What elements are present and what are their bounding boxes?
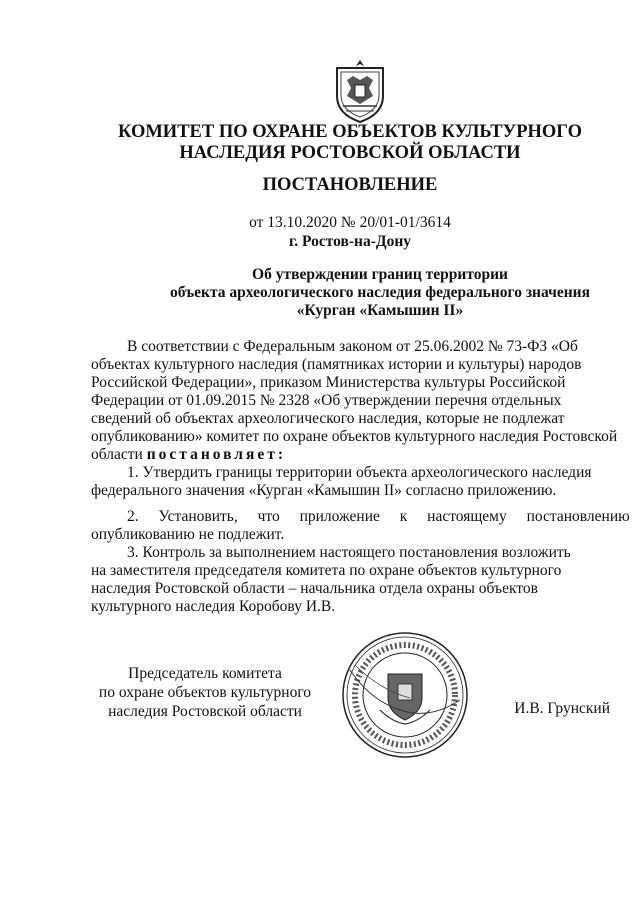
item-3: [91, 544, 611, 616]
text-line: В соответствии с Федеральным законом от 25.06.2002 № 73-ФЗ «Об: [127, 338, 578, 355]
position-line: Председатель комитета: [128, 665, 282, 682]
text-line: наследия Ростовской области – начальника отдела охраны объектов: [91, 580, 538, 597]
item-2: [91, 508, 630, 544]
text-fragment: области: [91, 446, 147, 463]
subject-line: объекта археологического наследия федерального значения: [169, 284, 590, 301]
text-line: [91, 446, 611, 464]
official-seal-icon: [340, 630, 470, 760]
date-number: от 13.10.2020 № 20/01-01/3614: [249, 214, 451, 231]
document-subject: [110, 266, 640, 320]
document-type: ПОСТАНОВЛЕНИЕ: [262, 175, 438, 195]
decree-word: постановляет:: [146, 446, 287, 463]
committee-title-line2: НАСЛЕДИЯ РОСТОВСКОЙ ОБЛАСТИ: [179, 143, 521, 163]
text-line: Федерации от 01.09.2015 № 2328 «Об утверждении перечня отдельных: [91, 392, 562, 409]
subject-line: «Курган «Камышин II»: [296, 302, 464, 319]
text-line: сведений об объектах археологического наследия, которые не подлежат: [91, 410, 565, 427]
text-line: 2. Установить, что приложение к настоящему постановлению: [127, 508, 630, 525]
text-line: объектах культурного наследия (памятниках истории и культуры) народов: [91, 356, 582, 373]
position-line: по охране объектов культурного: [98, 684, 312, 701]
signatory-name: И.В. Грунский: [514, 700, 610, 717]
committee-title-line1: КОМИТЕТ ПО ОХРАНЕ ОБЪЕКТОВ КУЛЬТУРНОГО: [118, 122, 582, 142]
text-line: культурного наследия Коробову И.В.: [91, 598, 336, 615]
text-line: на заместителя председателя комитета по охране объектов культурного: [91, 562, 562, 579]
preamble-paragraph: [91, 338, 618, 464]
text-line: опубликованию не подлежит.: [91, 526, 285, 543]
item-1: [91, 464, 611, 500]
text-line: федерального значения «Курган «Камышин II» согласно приложению.: [91, 482, 557, 499]
text-line: 3. Контроль за выполнением настоящего постановления возложить: [127, 544, 571, 561]
committee-title: [110, 122, 590, 164]
subject-line: Об утверждении границ территории: [252, 266, 508, 283]
coat-of-arms-icon: [333, 58, 387, 124]
text-line: Российской Федерации», приказом Министерства культуры Российской: [91, 374, 566, 391]
signatory-position: [70, 664, 340, 721]
position-line: наследия Ростовской области: [108, 703, 302, 720]
text-line: 1. Утвердить границы территории объекта археологического наследия: [127, 464, 592, 481]
text-line: опубликованию» комитет по охране объектов культурного наследия Ростовской: [91, 428, 618, 445]
city: г. Ростов-на-Дону: [289, 233, 411, 250]
